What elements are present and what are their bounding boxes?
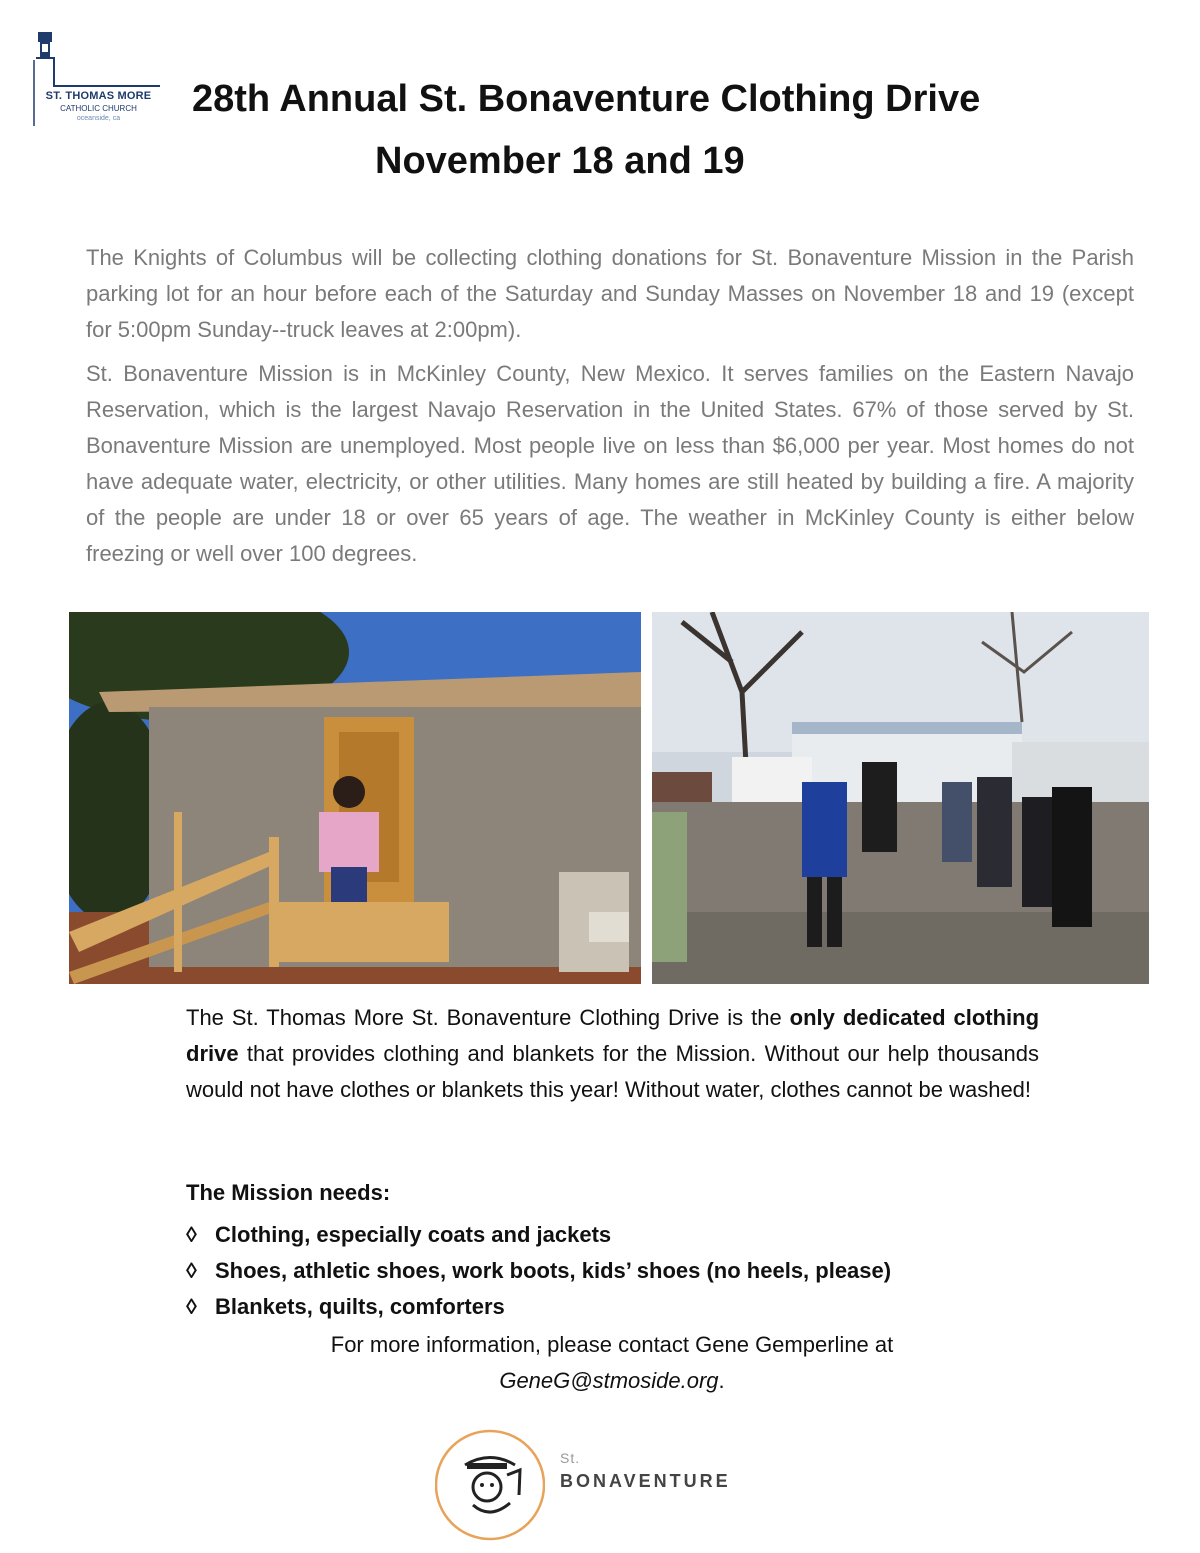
diamond-bullet-icon: ◊ — [186, 1294, 197, 1319]
drive-description — [186, 1000, 1039, 1108]
need-item-clothing: Clothing, especially coats and jackets — [215, 1222, 612, 1247]
intro-paragraph-collection: The Knights of Columbus will be collecting clothing donations for St. Bonaventure Mission in the Parish parking lot for an hour before each of the Saturday and Sunday Masses on November 18 and 19 (except for 5:00pm Sunday--truck leaves at 2:00pm). — [86, 245, 1134, 342]
contact-period: . — [718, 1368, 725, 1393]
church-logo-city: oceanside, ca — [76, 115, 121, 122]
list-item — [186, 1217, 891, 1253]
contact-email-line — [100, 1363, 1124, 1399]
drive-description-start: The St. Thomas More St. Bonaventure Clothing Drive is the — [186, 1005, 790, 1030]
contact-line: For more information, please contact Gene Gemperline at — [330, 1332, 894, 1357]
photo-house-porch — [69, 612, 641, 984]
contact-info — [100, 1327, 1124, 1399]
photo-volunteers-trailer — [652, 612, 1149, 984]
church-logo-name: ST. THOMAS MORE — [45, 90, 152, 102]
list-item — [186, 1253, 891, 1289]
st-bonaventure-emblem-icon — [435, 1425, 545, 1545]
list-item — [186, 1289, 891, 1325]
needs-heading: The Mission needs: — [186, 1180, 391, 1205]
page-title: 28th Annual St. Bonaventure Clothing Drive — [192, 78, 981, 120]
needs-list — [186, 1217, 891, 1325]
need-item-blankets: Blankets, quilts, comforters — [215, 1294, 505, 1319]
event-dates: November 18 and 19 — [375, 140, 745, 182]
diamond-bullet-icon: ◊ — [186, 1258, 197, 1283]
church-logo — [30, 30, 165, 130]
st-bonaventure-logo — [435, 1425, 765, 1545]
drive-description-end: that provides clothing and blankets for the Mission. Without our help thousands would not have clothes or blankets this year! Without water, clothes cannot be washed! — [186, 1041, 1039, 1102]
need-item-shoes: Shoes, athletic shoes, work boots, kids’ shoes (no heels, please) — [215, 1258, 892, 1283]
footer-logo-st: St. — [560, 1450, 581, 1466]
contact-email-link[interactable]: GeneG@stmoside.org — [499, 1368, 719, 1393]
intro-paragraph-mission: St. Bonaventure Mission is in McKinley County, New Mexico. It serves families on the Eastern Navajo Reservation, which is the largest Navajo Reservation in the United States. 67% of those served by St. Bonaventure Mission are unemployed. Most people live on less than $6,000 per year. Most homes do not have adequate water, electricity, or other utilities. Many homes are still heated by building a fire. A majority of the people are under 18 or over 65 years of age. The weather in McKinley County is either below freezing or well over 100 degrees. — [86, 361, 1134, 566]
drive-description-emphasis: only dedicated clothing drive — [186, 1005, 1040, 1066]
footer-logo-name: BONAVENTURE — [560, 1471, 731, 1491]
diamond-bullet-icon: ◊ — [186, 1222, 197, 1247]
church-logo-subtitle: CATHOLIC CHURCH — [60, 104, 137, 113]
